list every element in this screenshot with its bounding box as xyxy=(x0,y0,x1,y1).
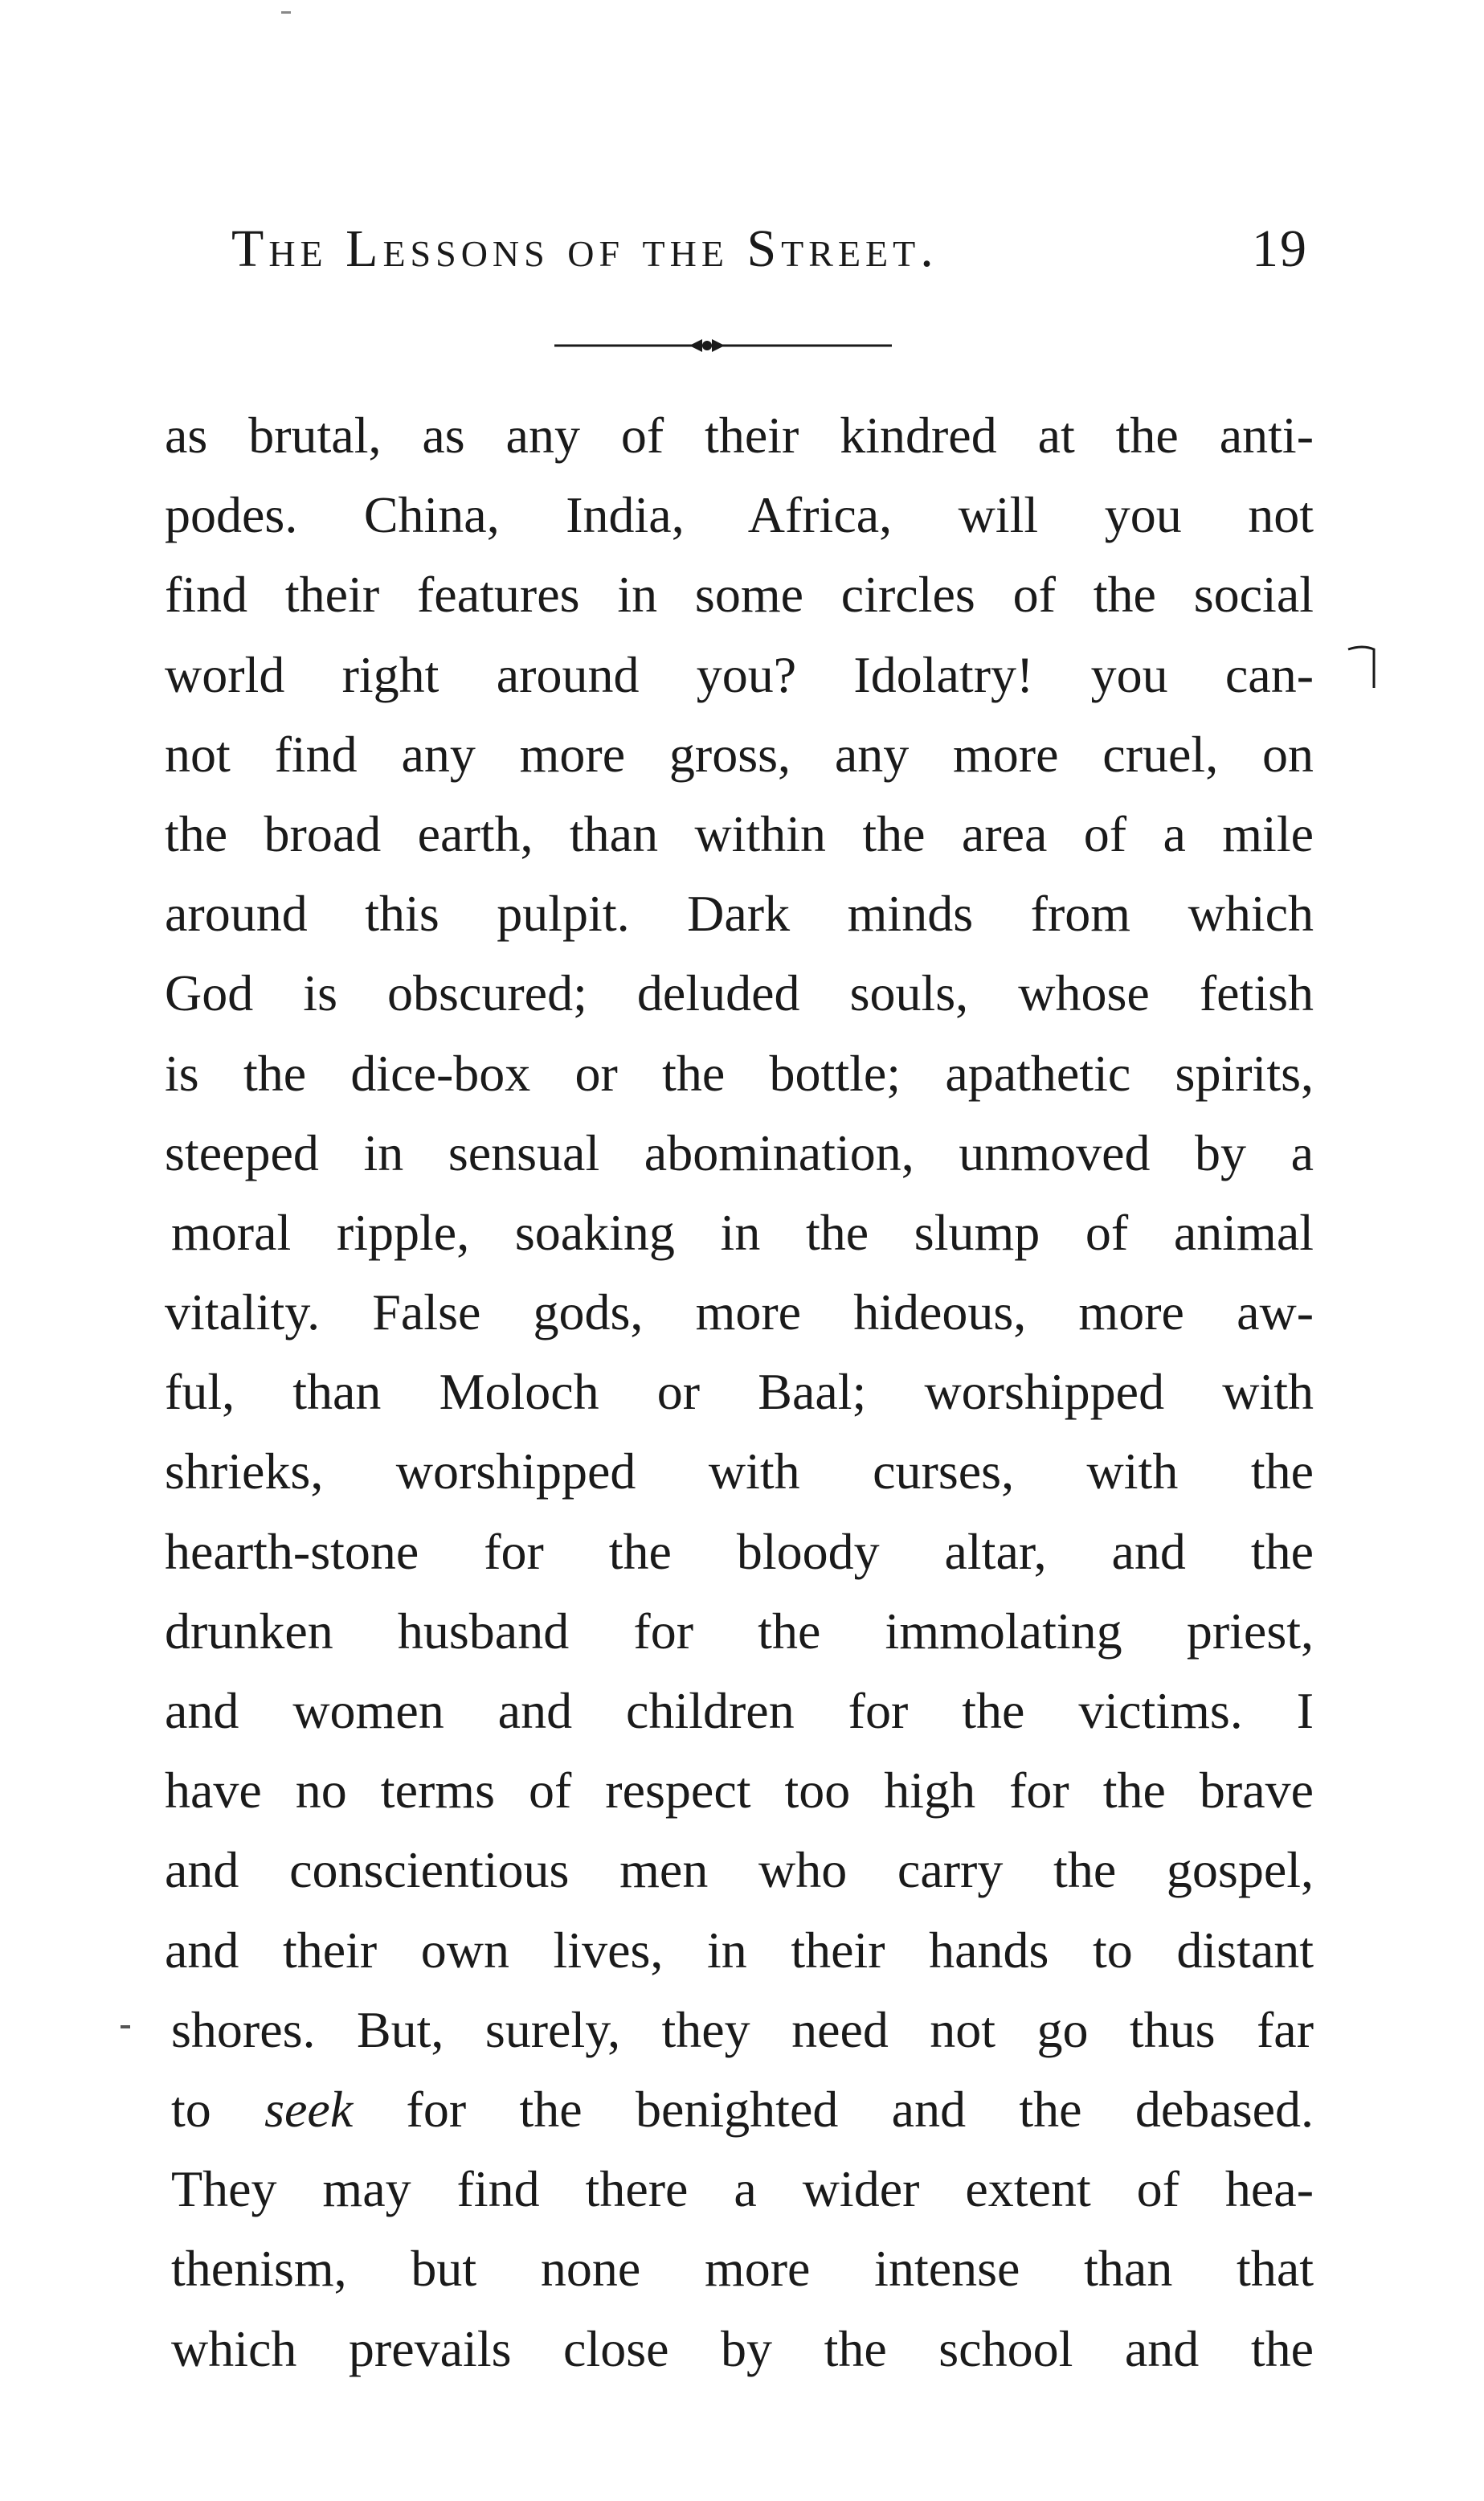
text-line-25: which prevails close by the school and the xyxy=(171,2319,1314,2377)
text-line-6: the broad earth, than within the area of a mile xyxy=(165,804,1314,862)
text-line-12: vitality. False gods, more hideous, more aw- xyxy=(165,1283,1314,1341)
text-line-13: ful, than Moloch or Baal; worshipped with xyxy=(165,1363,1314,1421)
text-line-18: have no terms of respect too high for the brave xyxy=(165,1762,1314,1819)
text-line-1: as brutal, as any of their kindred at the anti- xyxy=(165,407,1314,464)
scan-mark xyxy=(281,11,291,14)
page-number: 19 xyxy=(1252,219,1308,278)
text-line-24: thenism, but none more intense than that xyxy=(171,2240,1314,2298)
body-text xyxy=(165,395,1314,2388)
text-line-5: not find any more gross, any more cruel, on xyxy=(165,725,1314,783)
text-line-10: steeped in sensual abomination, unmoved by a xyxy=(165,1124,1314,1181)
margin-bracket-mark xyxy=(1347,643,1379,691)
header-ornament-divider xyxy=(554,336,892,355)
margin-dash-mark xyxy=(121,2025,130,2028)
text-line-21: shores. But, surely, they need not go thus far xyxy=(171,2000,1314,2058)
text-line-23: They may find there a wider extent of hea- xyxy=(171,2160,1314,2218)
page-header xyxy=(231,219,1308,291)
text-line-17: and women and children for the victims. I xyxy=(165,1682,1314,1739)
text-line-7: around this pulpit. Dark minds from which xyxy=(165,885,1314,943)
text-line-2: podes. China, India, Africa, will you not xyxy=(165,486,1314,544)
italic-word: seek xyxy=(264,2080,354,2138)
text-line-22: to seek for the benighted and the debased. xyxy=(171,2080,1314,2138)
text-line-9: is the dice-box or the bottle; apathetic spirits, xyxy=(165,1044,1314,1102)
text-line-3: find their features in some circles of the social xyxy=(165,566,1314,624)
running-title: The Lessons of the Street. xyxy=(231,219,938,278)
text-line-19: and conscientious men who carry the gospel, xyxy=(165,1841,1314,1899)
text-line-20: and their own lives, in their hands to distant xyxy=(165,1921,1314,1979)
text-line-4: world right around you? Idolatry! you can- xyxy=(165,645,1314,703)
text-line-16: drunken husband for the immolating priest, xyxy=(165,1602,1314,1660)
text-line-11: moral ripple, soaking in the slump of animal xyxy=(171,1203,1314,1261)
text-line-15: hearth-stone for the bloody altar, and the xyxy=(165,1522,1314,1580)
text-line-8: God is obscured; deluded souls, whose fetish xyxy=(165,964,1314,1022)
text-line-14: shrieks, worshipped with curses, with the xyxy=(165,1443,1314,1500)
